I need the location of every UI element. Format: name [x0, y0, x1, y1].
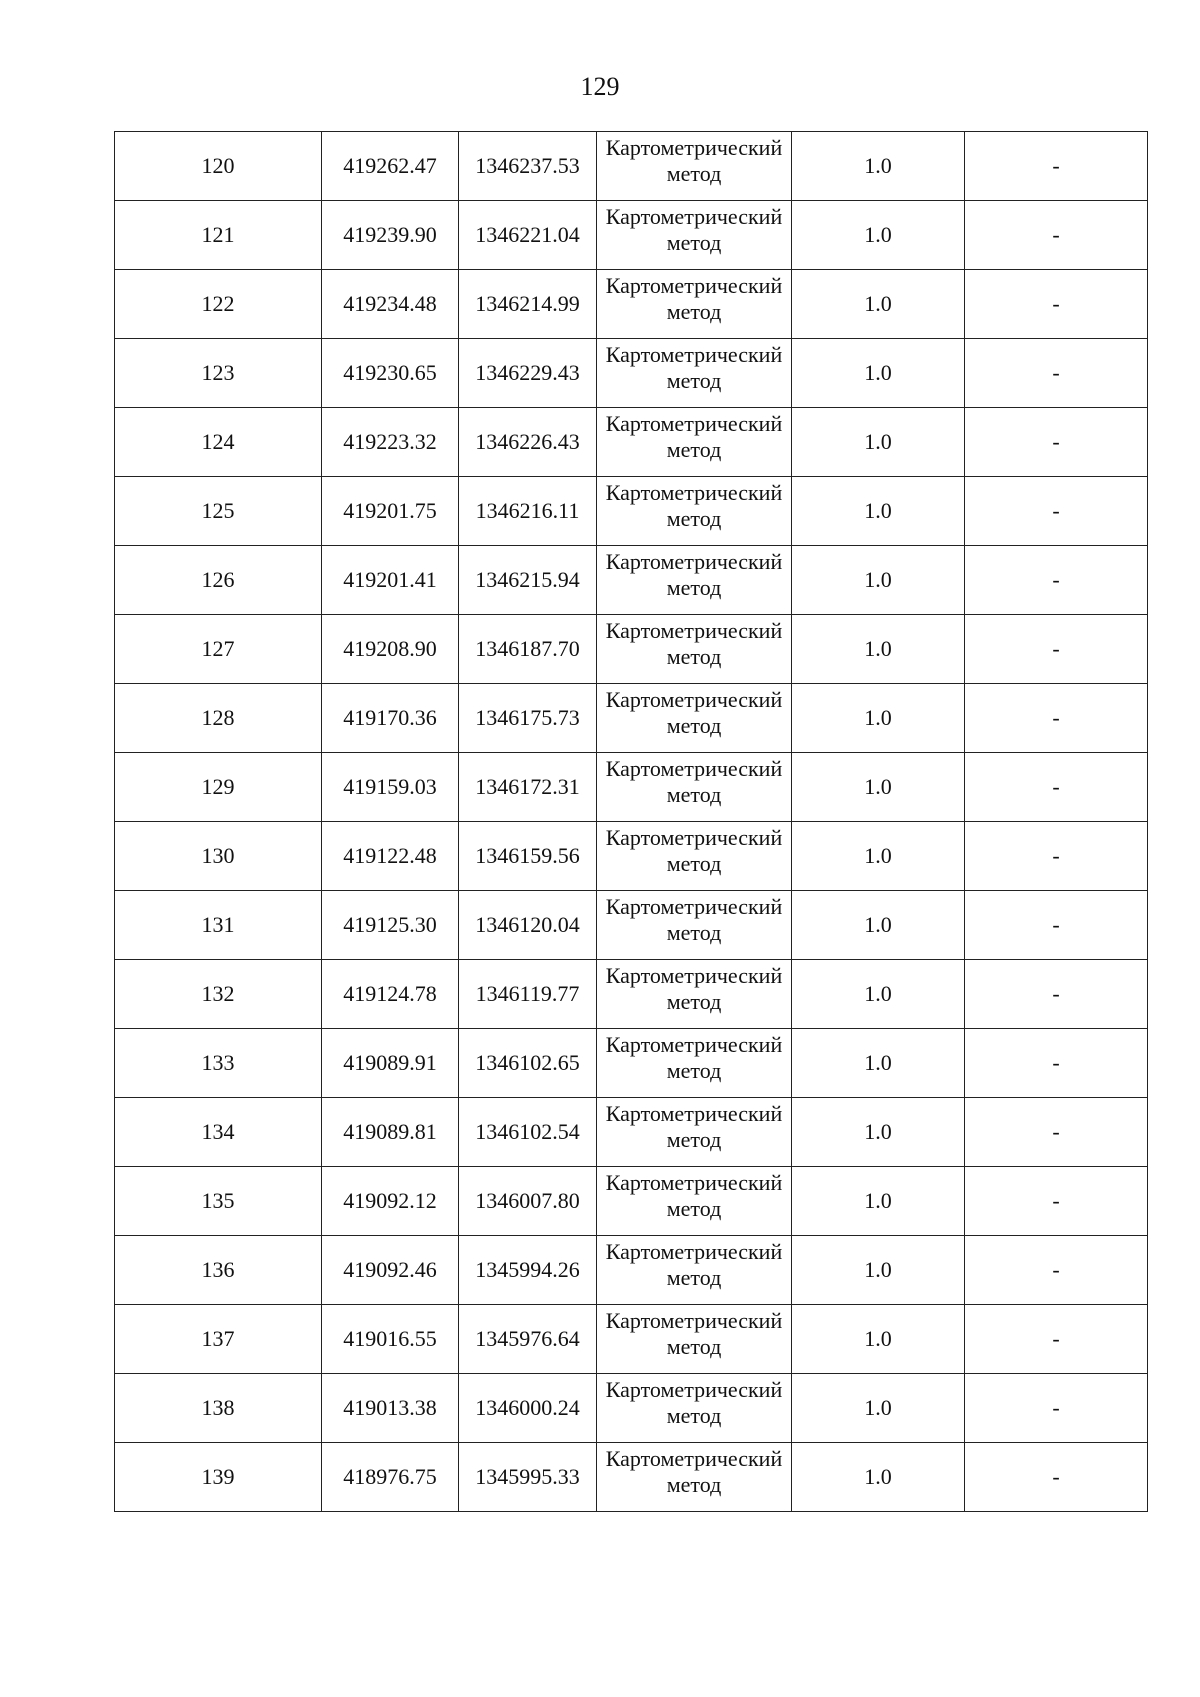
method-line: метод — [666, 782, 722, 807]
note-cell: - — [965, 615, 1148, 684]
note-cell: - — [965, 960, 1148, 1029]
note-cell: - — [965, 1167, 1148, 1236]
method-line: Картометрический — [605, 687, 783, 712]
method-cell — [597, 1305, 792, 1374]
method-line: Картометрический — [605, 1101, 783, 1126]
note-cell: - — [965, 546, 1148, 615]
method-line: Картометрический — [605, 1308, 783, 1333]
x-coordinate-cell: 419125.30 — [322, 891, 459, 960]
method-line: метод — [666, 575, 722, 600]
point-number-cell: 132 — [115, 960, 322, 1029]
y-coordinate-cell: 1346229.43 — [459, 339, 597, 408]
y-coordinate-cell: 1346175.73 — [459, 684, 597, 753]
x-coordinate-cell: 419262.47 — [322, 132, 459, 201]
table-row — [115, 1443, 1148, 1512]
method-line: Картометрический — [605, 135, 783, 160]
accuracy-cell: 1.0 — [792, 1305, 965, 1374]
table-row — [115, 891, 1148, 960]
method-cell — [597, 201, 792, 270]
accuracy-cell: 1.0 — [792, 1374, 965, 1443]
note-cell: - — [965, 132, 1148, 201]
accuracy-cell: 1.0 — [792, 339, 965, 408]
accuracy-cell: 1.0 — [792, 753, 965, 822]
method-cell — [597, 339, 792, 408]
method-line: метод — [666, 1127, 722, 1152]
method-line: метод — [666, 368, 722, 393]
method-line: метод — [666, 1058, 722, 1083]
accuracy-cell: 1.0 — [792, 477, 965, 546]
method-cell — [597, 1374, 792, 1443]
method-cell — [597, 477, 792, 546]
method-line: Картометрический — [605, 1446, 783, 1471]
y-coordinate-cell: 1345995.33 — [459, 1443, 597, 1512]
method-line: Картометрический — [605, 756, 783, 781]
point-number-cell: 133 — [115, 1029, 322, 1098]
point-number-cell: 124 — [115, 408, 322, 477]
coordinates-table — [114, 131, 1148, 1512]
method-line: Картометрический — [605, 1377, 783, 1402]
x-coordinate-cell: 419230.65 — [322, 339, 459, 408]
method-line: Картометрический — [605, 1170, 783, 1195]
method-line: метод — [666, 1334, 722, 1359]
accuracy-cell: 1.0 — [792, 684, 965, 753]
x-coordinate-cell: 419223.32 — [322, 408, 459, 477]
x-coordinate-cell: 419016.55 — [322, 1305, 459, 1374]
table-row — [115, 1029, 1148, 1098]
point-number-cell: 136 — [115, 1236, 322, 1305]
x-coordinate-cell: 419201.75 — [322, 477, 459, 546]
method-line: метод — [666, 506, 722, 531]
method-line: метод — [666, 713, 722, 738]
table-row — [115, 615, 1148, 684]
method-cell — [597, 1098, 792, 1167]
point-number-cell: 130 — [115, 822, 322, 891]
point-number-cell: 120 — [115, 132, 322, 201]
accuracy-cell: 1.0 — [792, 1167, 965, 1236]
method-cell — [597, 1236, 792, 1305]
method-cell — [597, 270, 792, 339]
point-number-cell: 139 — [115, 1443, 322, 1512]
method-line: метод — [666, 1196, 722, 1221]
method-cell — [597, 546, 792, 615]
method-line: Картометрический — [605, 618, 783, 643]
method-line: Картометрический — [605, 825, 783, 850]
method-line: метод — [666, 230, 722, 255]
method-line: Картометрический — [605, 273, 783, 298]
y-coordinate-cell: 1346172.31 — [459, 753, 597, 822]
method-cell — [597, 132, 792, 201]
accuracy-cell: 1.0 — [792, 270, 965, 339]
table-row — [115, 201, 1148, 270]
method-cell — [597, 960, 792, 1029]
y-coordinate-cell: 1346119.77 — [459, 960, 597, 1029]
point-number-cell: 129 — [115, 753, 322, 822]
note-cell: - — [965, 408, 1148, 477]
method-line: Картометрический — [605, 549, 783, 574]
y-coordinate-cell: 1346159.56 — [459, 822, 597, 891]
method-line: Картометрический — [605, 411, 783, 436]
note-cell: - — [965, 270, 1148, 339]
y-coordinate-cell: 1346216.11 — [459, 477, 597, 546]
y-coordinate-cell: 1346120.04 — [459, 891, 597, 960]
y-coordinate-cell: 1346000.24 — [459, 1374, 597, 1443]
note-cell: - — [965, 1029, 1148, 1098]
note-cell: - — [965, 1374, 1148, 1443]
note-cell: - — [965, 339, 1148, 408]
note-cell: - — [965, 1236, 1148, 1305]
table-row — [115, 1236, 1148, 1305]
method-line: Картометрический — [605, 894, 783, 919]
note-cell: - — [965, 1443, 1148, 1512]
accuracy-cell: 1.0 — [792, 1029, 965, 1098]
x-coordinate-cell: 418976.75 — [322, 1443, 459, 1512]
point-number-cell: 121 — [115, 201, 322, 270]
table-body — [115, 132, 1148, 1512]
x-coordinate-cell: 419208.90 — [322, 615, 459, 684]
y-coordinate-cell: 1346221.04 — [459, 201, 597, 270]
method-line: метод — [666, 1472, 722, 1497]
method-cell — [597, 684, 792, 753]
table-row — [115, 132, 1148, 201]
x-coordinate-cell: 419239.90 — [322, 201, 459, 270]
x-coordinate-cell: 419092.12 — [322, 1167, 459, 1236]
accuracy-cell: 1.0 — [792, 546, 965, 615]
x-coordinate-cell: 419234.48 — [322, 270, 459, 339]
note-cell: - — [965, 684, 1148, 753]
note-cell: - — [965, 201, 1148, 270]
table-row — [115, 270, 1148, 339]
method-line: метод — [666, 437, 722, 462]
y-coordinate-cell: 1346226.43 — [459, 408, 597, 477]
method-line: метод — [666, 299, 722, 324]
method-cell — [597, 1443, 792, 1512]
table-row — [115, 339, 1148, 408]
y-coordinate-cell: 1346102.54 — [459, 1098, 597, 1167]
y-coordinate-cell: 1346102.65 — [459, 1029, 597, 1098]
y-coordinate-cell: 1346214.99 — [459, 270, 597, 339]
table-row — [115, 408, 1148, 477]
accuracy-cell: 1.0 — [792, 822, 965, 891]
method-line: Картометрический — [605, 1239, 783, 1264]
point-number-cell: 137 — [115, 1305, 322, 1374]
x-coordinate-cell: 419089.81 — [322, 1098, 459, 1167]
accuracy-cell: 1.0 — [792, 891, 965, 960]
accuracy-cell: 1.0 — [792, 1236, 965, 1305]
table-row — [115, 960, 1148, 1029]
table-row — [115, 1098, 1148, 1167]
method-line: метод — [666, 161, 722, 186]
table-row — [115, 753, 1148, 822]
x-coordinate-cell: 419124.78 — [322, 960, 459, 1029]
method-line: метод — [666, 920, 722, 945]
method-cell — [597, 1029, 792, 1098]
x-coordinate-cell: 419122.48 — [322, 822, 459, 891]
method-cell — [597, 1167, 792, 1236]
method-cell — [597, 822, 792, 891]
method-cell — [597, 891, 792, 960]
x-coordinate-cell: 419013.38 — [322, 1374, 459, 1443]
table-row — [115, 546, 1148, 615]
y-coordinate-cell: 1346007.80 — [459, 1167, 597, 1236]
x-coordinate-cell: 419089.91 — [322, 1029, 459, 1098]
point-number-cell: 135 — [115, 1167, 322, 1236]
y-coordinate-cell: 1345994.26 — [459, 1236, 597, 1305]
y-coordinate-cell: 1346187.70 — [459, 615, 597, 684]
accuracy-cell: 1.0 — [792, 408, 965, 477]
x-coordinate-cell: 419092.46 — [322, 1236, 459, 1305]
method-cell — [597, 408, 792, 477]
note-cell: - — [965, 1305, 1148, 1374]
method-line: Картометрический — [605, 480, 783, 505]
point-number-cell: 127 — [115, 615, 322, 684]
point-number-cell: 138 — [115, 1374, 322, 1443]
point-number-cell: 131 — [115, 891, 322, 960]
point-number-cell: 122 — [115, 270, 322, 339]
method-line: Картометрический — [605, 1032, 783, 1057]
method-cell — [597, 615, 792, 684]
accuracy-cell: 1.0 — [792, 201, 965, 270]
y-coordinate-cell: 1346237.53 — [459, 132, 597, 201]
x-coordinate-cell: 419170.36 — [322, 684, 459, 753]
method-line: метод — [666, 989, 722, 1014]
point-number-cell: 134 — [115, 1098, 322, 1167]
point-number-cell: 126 — [115, 546, 322, 615]
accuracy-cell: 1.0 — [792, 1443, 965, 1512]
point-number-cell: 123 — [115, 339, 322, 408]
note-cell: - — [965, 753, 1148, 822]
page-number: 129 — [580, 72, 620, 101]
accuracy-cell: 1.0 — [792, 615, 965, 684]
accuracy-cell: 1.0 — [792, 1098, 965, 1167]
point-number-cell: 125 — [115, 477, 322, 546]
method-line: Картометрический — [605, 204, 783, 229]
table-row — [115, 822, 1148, 891]
method-line: метод — [666, 644, 722, 669]
method-cell — [597, 753, 792, 822]
accuracy-cell: 1.0 — [792, 132, 965, 201]
table-row — [115, 1374, 1148, 1443]
table-row — [115, 1167, 1148, 1236]
accuracy-cell: 1.0 — [792, 960, 965, 1029]
method-line: Картометрический — [605, 963, 783, 988]
y-coordinate-cell: 1346215.94 — [459, 546, 597, 615]
method-line: метод — [666, 1403, 722, 1428]
method-line: Картометрический — [605, 342, 783, 367]
x-coordinate-cell: 419159.03 — [322, 753, 459, 822]
note-cell: - — [965, 891, 1148, 960]
note-cell: - — [965, 822, 1148, 891]
x-coordinate-cell: 419201.41 — [322, 546, 459, 615]
table-row — [115, 477, 1148, 546]
method-line: метод — [666, 851, 722, 876]
note-cell: - — [965, 1098, 1148, 1167]
point-number-cell: 128 — [115, 684, 322, 753]
y-coordinate-cell: 1345976.64 — [459, 1305, 597, 1374]
method-line: метод — [666, 1265, 722, 1290]
note-cell: - — [965, 477, 1148, 546]
table-row — [115, 684, 1148, 753]
table-row — [115, 1305, 1148, 1374]
